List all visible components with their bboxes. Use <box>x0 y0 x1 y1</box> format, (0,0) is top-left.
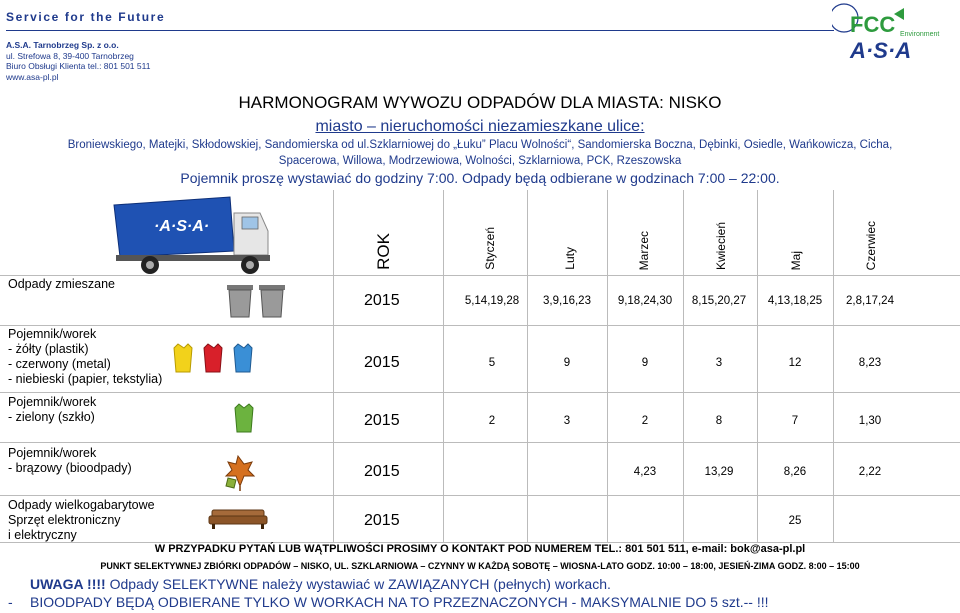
garbage-truck-icon <box>110 193 290 275</box>
environment-text: Environment <box>900 31 940 38</box>
contact-footer: W PRZYPADKU PYTAŃ LUB WĄTPLIWOŚCI PROSIMY O KONTAKT POD NUMEREM TEL.: 801 501 511, e-mail: bok@asa-pl.pl <box>154 543 806 555</box>
company-name: A.S.A. Tarnobrzeg Sp. z o.o. <box>6 40 119 50</box>
column-header-month: Marzec <box>637 230 651 270</box>
row-year: 2015 <box>364 463 400 480</box>
warning-line <box>30 576 611 592</box>
company-address: ul. Strefowa 8, 39-400 Tarnobrzeg <box>6 50 134 61</box>
fcc-text: FCC <box>850 12 896 37</box>
green-bag-icon <box>232 402 256 439</box>
table-cell: 5,14,19,28 <box>464 295 520 307</box>
table-cell: 8 <box>715 415 723 427</box>
column-header-month: Maj <box>789 250 803 270</box>
grid-line <box>0 495 960 496</box>
company-info <box>6 40 150 82</box>
column-header-month: Luty <box>563 247 577 270</box>
column-header-month: Styczeń <box>483 227 497 270</box>
header-rule <box>6 30 834 31</box>
company-website[interactable]: www.asa-pl.pl <box>6 71 59 82</box>
row-year: 2015 <box>364 354 400 371</box>
table-cell: 9,18,24,30 <box>617 295 673 307</box>
sofa-icon <box>208 508 268 535</box>
table-cell: 25 <box>788 515 802 527</box>
column-header-month: Czerwiec <box>864 220 878 270</box>
table-cell: 8,26 <box>783 466 807 478</box>
truck-logo-text: ·A·S·A· <box>154 218 210 235</box>
row-year: 2015 <box>364 512 400 529</box>
grid-line <box>0 392 960 393</box>
table-cell: 4,13,18,25 <box>767 295 823 307</box>
grid-line <box>0 442 960 443</box>
table-cell: 7 <box>791 415 799 427</box>
company-hotline: Biuro Obsługi Klienta tel.: 801 501 511 <box>6 61 151 71</box>
table-cell: 13,29 <box>704 466 734 478</box>
table-cell: 2 <box>641 415 649 427</box>
table-cell: 2,8,17,24 <box>846 295 894 307</box>
pickup-note: Pojemnik proszę wystawiać do godziny 7:00. Odpady będą odbierane w godzinach 7:00 – 22:00. <box>180 170 780 186</box>
row-label-mixed-waste: Odpady zmieszane <box>8 277 116 291</box>
table-cell: 3 <box>563 415 571 427</box>
row-label-bulky-waste: Odpady wielkogabarytowe Sprzęt elektroniczny i elektryczny <box>8 498 155 542</box>
table-cell: 9 <box>641 357 649 369</box>
table-cell: 2 <box>488 415 496 427</box>
table-cell: 8,15,20,27 <box>691 295 747 307</box>
grid-line <box>0 275 960 276</box>
table-cell: 2,22 <box>858 466 882 478</box>
table-cell: 4,23 <box>633 466 657 478</box>
warning-dash: - <box>8 594 13 610</box>
page-title: HARMONOGRAM WYWOZU ODPADÓW DLA MIASTA: NISKO <box>238 93 722 112</box>
page-subtitle: miasto – nieruchomości niezamieszkane ulice: <box>315 118 645 135</box>
bio-warning: BIOODPADY BĘDĄ ODBIERANE TYLKO W WORKACH NA TO PRZEZNACZONYCH - MAKSYMALNIE DO 5 szt.-- !!! <box>30 594 769 610</box>
grid-line <box>0 325 960 326</box>
row-year: 2015 <box>364 292 400 309</box>
warning-text: Odpady SELEKTYWNE należy wystawiać w ZAWIĄZANYCH (pełnych) workach. <box>105 576 611 592</box>
colored-bags-icon <box>170 342 260 379</box>
autumn-leaves-icon <box>222 454 256 497</box>
table-cell: 5 <box>488 357 496 369</box>
grid-line <box>443 190 444 542</box>
column-header-month: Kwiecień <box>714 221 728 270</box>
table-cell: 3 <box>715 357 723 369</box>
fcc-asa-logo <box>832 2 956 62</box>
grid-line <box>333 190 334 542</box>
table-cell: 3,9,16,23 <box>543 295 591 307</box>
table-cell: 8,23 <box>858 357 882 369</box>
warning-head: UWAGA !!!! <box>30 576 106 592</box>
row-label-glass: Pojemnik/worek - zielony (szkło) <box>8 395 97 424</box>
row-label-bio: Pojemnik/worek - brązowy (bioodpady) <box>8 446 132 475</box>
tagline: Service for the Future <box>6 10 166 24</box>
row-label-segregated-bags: Pojemnik/worek - żółty (plastik) - czerwony (metal) - niebieski (papier, tekstylia) <box>8 327 163 386</box>
street-line-1: Broniewskiego, Matejki, Skłodowskiej, Sandomierska od ul.Szklarniowej do „Łuku” Placu Wolności“, Sandomierska Boczna, Dębinki, Osiedle, Wańkowicza, Cicha, <box>67 139 893 151</box>
pszok-footer: PUNKT SELEKTYWNEJ ZBIÓRKI ODPADÓW – NISKO, UL. SZKLARNIOWA – CZYNNY W KAŻDĄ SOBOTĘ – WIOSNA-LATO GODZ. 10:00 – 18:00, JESIEŃ-ZIMA GODZ. 8:00 – 15:00 <box>100 561 860 571</box>
gray-bin-icon <box>225 283 289 324</box>
street-list <box>0 138 960 169</box>
asa-logo-text: A·S·A <box>850 38 912 62</box>
street-line-2: Spacerowa, Willowa, Modrzewiowa, Wolności, Szklarniowa, PCK, Rzeszowska <box>278 154 682 167</box>
table-cell: 1,30 <box>858 415 882 427</box>
table-cell: 9 <box>563 357 571 369</box>
column-header-rok: ROK <box>374 233 393 270</box>
table-cell: 12 <box>788 357 802 369</box>
row-year: 2015 <box>364 412 400 429</box>
